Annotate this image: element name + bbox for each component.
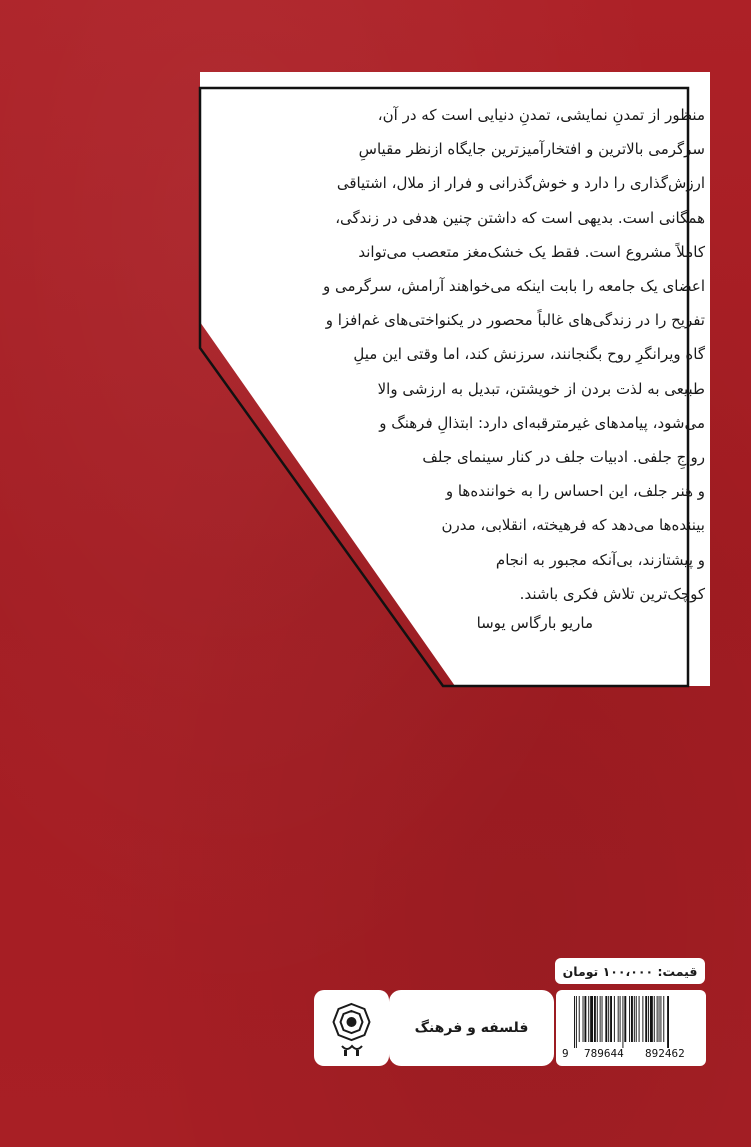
barcode-bar [639,996,640,1042]
barcode-bar [608,996,609,1042]
barcode-bar [579,996,580,1042]
barcode-bar [648,996,649,1042]
quote-line: طبیعی به لذت بردن از خویشتن، تبدیل به ارزشی والا [377,379,705,398]
quote-text [267,98,705,611]
barcode-bar [636,996,637,1042]
barcode-lead-digit: 9 [562,1047,569,1060]
barcode-bar [650,996,653,1042]
barcode-bar [610,996,612,1042]
publisher-logo-icon [314,990,389,1066]
quote-line: و پیشتازند، بی‌آنکه مجبور به انجام [495,550,705,569]
barcode-bar [588,996,589,1042]
quote-line: کاملاً مشروع است. فقط یک خشک‌مغز متعصب می‌تواند [358,242,705,261]
quote-line: رواجِ جلفی. ادبیات جلف در کنار سینمای جلف [422,448,705,467]
quote-line: همگانی است. بدیهی است که داشتن چنین هدفی در زندگی، [335,208,705,227]
barcode-bar [597,996,598,1042]
quote-line: تفریح را در زندگی‌های غالباً محصور در یکنواختی‌های غم‌افزا و [325,311,705,330]
barcode-bar [629,996,630,1042]
barcode-bar [657,996,658,1042]
barcode-bar [576,996,577,1048]
barcode-bar [594,996,596,1042]
barcode-bar [584,996,586,1042]
barcode-bar [631,996,633,1042]
barcode-bar [660,996,661,1042]
barcode-bar [624,996,626,1042]
barcode-digits-left: 789644 [584,1047,624,1060]
quote-line: منظور از تمدنِ نمایشی، تمدنِ دنیایی است که در آن، [377,106,705,124]
barcode-bar [659,996,660,1042]
price-label: قیمت: ۱۰۰،۰۰۰ تومان [555,958,705,984]
barcode-bar [600,996,601,1042]
publisher-logo-box [314,990,389,1066]
barcode-bar [574,996,575,1048]
barcode-bar [654,996,655,1042]
barcode-bar [663,996,664,1042]
barcode-bar [583,996,584,1042]
barcode-bar [642,996,643,1042]
quote-line: بیننده‌ها می‌دهد که فرهیخته، انقلابی، مدرن [441,516,705,535]
barcode-bar [645,996,647,1042]
series-label: فلسفه و فرهنگ [414,1020,529,1036]
barcode-digits-right: 892462 [645,1047,685,1060]
barcode-bar [614,996,615,1042]
barcode-bar [605,996,607,1042]
barcode-bar [667,996,669,1048]
quote-line: می‌شود، پیامدهای غیرمترقبه‌ای دارد: ابتذالِ فرهنگ و [379,413,705,432]
quote-line: اعضای یک جامعه را بابت اینکه می‌خواهند آرامش، سرگرمی و [322,277,705,296]
barcode-bar [622,996,623,1048]
author-name: ماریو بارگاس یوسا [476,614,593,632]
quote-line: ارزش‌گذاری را دارد و خوش‌گذرانی و فرار از ملال، اشتیاقی [336,174,705,193]
barcode-box [556,990,706,1066]
quote-line: گاه ویرانگرِ روح بگنجانند، سرزنش کند، اما وقتی این میلِ [353,345,705,364]
quote-line: و هنر جلف، این احساس را به خواننده‌ها و [445,482,705,501]
barcode-bar [634,996,635,1042]
barcode-bar [620,996,621,1042]
barcode-bar [590,996,593,1042]
quote-line: کوچک‌ترین تلاش فکری باشند. [519,584,705,603]
quote-line: سرگرمی بالاترین و افتخارآمیزترین جایگاه ازنظر مقیاسِ [358,140,705,159]
barcode-bar [602,996,603,1042]
series-label-box [389,990,554,1066]
barcode-icon [574,996,700,1048]
barcode-bar [618,996,619,1042]
